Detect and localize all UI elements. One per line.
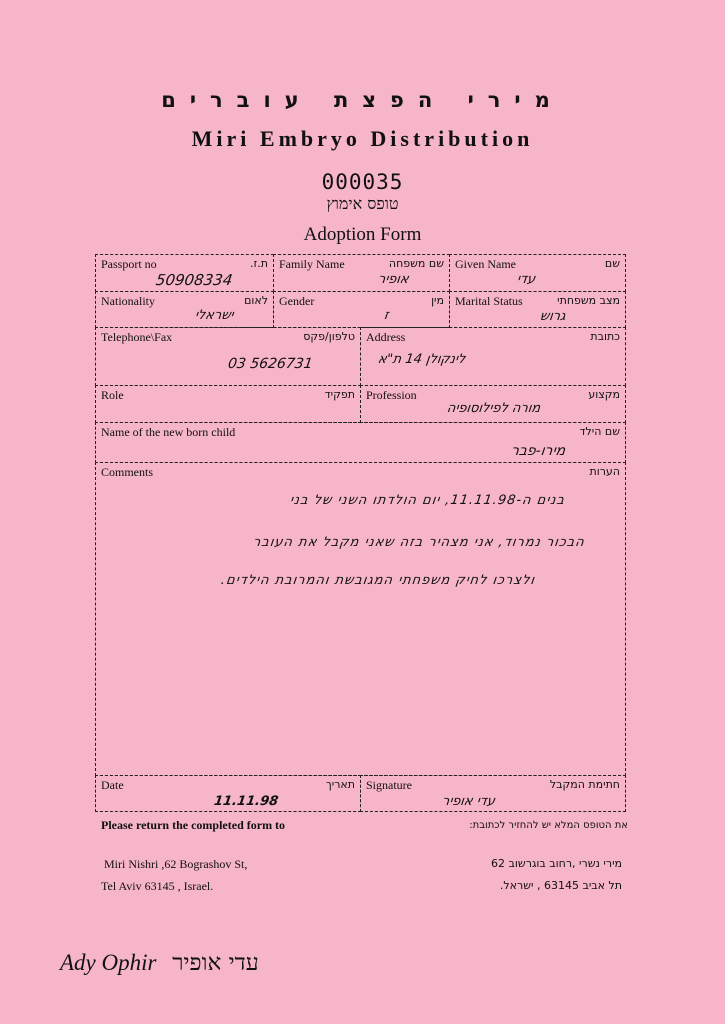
gender-label-he: מין <box>431 294 444 307</box>
address-en-line1: Miri Nishri ,62 Bograshov St, <box>104 857 248 871</box>
marital-status-field[interactable] <box>449 291 626 328</box>
address-en-line2: Tel Aviv 63145 , Israel. <box>101 879 214 893</box>
date-value: 11.11.98 <box>212 794 280 809</box>
address-value: לינקולן 14 ת"א <box>376 352 467 367</box>
given-name-label: Given Name <box>455 257 516 271</box>
artist-signature-english: Ady Ophir <box>60 950 157 975</box>
telephone-label-he: טלפון/פקס <box>303 330 355 343</box>
family-name-label: Family Name <box>279 257 345 271</box>
hebrew-title: מירי הפצת עוברים <box>161 88 564 112</box>
comments-field[interactable] <box>95 462 626 776</box>
profession-label: Profession <box>366 388 417 402</box>
address-label-he: כתובת <box>590 330 620 343</box>
signature-field[interactable] <box>360 775 626 812</box>
comments-label-he: הערות <box>589 465 620 478</box>
passport-label-he: ת.ז. <box>249 257 268 270</box>
signature-label-he: חתימת המקבל <box>549 778 620 791</box>
given-name-field[interactable] <box>449 254 626 292</box>
passport-label: Passport no <box>101 257 157 271</box>
passport-field[interactable] <box>95 254 274 292</box>
family-name-field[interactable] <box>273 254 450 292</box>
telephone-field[interactable] <box>95 327 361 386</box>
english-title: Miri Embryo Distribution <box>191 126 534 151</box>
nationality-label: Nationality <box>101 294 155 308</box>
gender-value: ז <box>383 308 391 323</box>
telephone-label: Telephone\Fax <box>101 330 173 344</box>
gender-field[interactable] <box>273 291 450 328</box>
address-label: Address <box>366 330 406 344</box>
passport-value: 50908334 <box>154 271 234 289</box>
role-label-he: תפקיד <box>324 388 355 401</box>
child-name-field[interactable] <box>95 422 626 463</box>
marital-status-label-he: מצב משפחתי <box>557 294 620 307</box>
role-field[interactable] <box>95 385 361 423</box>
family-name-value: אופיר <box>377 272 411 287</box>
comment-line: בנים ה-11.11.98, יום הולדתו השני של בני <box>288 493 567 508</box>
signature-value: עדי אופיר <box>441 794 497 809</box>
child-name-label: Name of the new born child <box>101 425 236 439</box>
date-label: Date <box>101 778 124 792</box>
adoption-form <box>95 254 626 812</box>
date-field[interactable] <box>95 775 361 812</box>
return-note: Please return the completed form to <box>101 818 286 832</box>
artist-signature-hebrew: עדי אופיר <box>172 950 259 976</box>
child-name-label-he: שם הילד <box>579 425 620 438</box>
nationality-field[interactable] <box>95 291 274 328</box>
return-note-he: את הטופס המלא יש להחזיר לכתובת: <box>469 820 628 831</box>
profession-value: מורה לפילוסופיה <box>445 401 542 416</box>
child-name-value: מירו-פבר <box>509 443 567 459</box>
family-name-label-he: שם משפחה <box>388 257 444 270</box>
given-name-label-he: שם <box>604 257 620 270</box>
address-field[interactable] <box>360 327 626 386</box>
nationality-label-he: לאום <box>244 294 268 307</box>
nationality-value: ישראלי <box>193 308 235 323</box>
date-label-he: תאריך <box>325 778 355 791</box>
given-name-value: עדי <box>515 272 537 287</box>
address-he-line1: מירי נשרי ,רחוב בוגרשוב 62 <box>491 857 622 870</box>
telephone-value: 03 5626731 <box>226 356 314 372</box>
comment-line: ולצרכו לחיק משפחתי המגובשת והמרובת הילדים. <box>219 573 537 588</box>
form-title-english: Adoption Form <box>303 224 422 245</box>
marital-status-value: גרוש <box>538 309 567 324</box>
form-title-hebrew: טופס אימוץ <box>326 194 399 213</box>
marital-status-label: Marital Status <box>455 294 523 308</box>
comment-line: הבכור נמרוד, אני מצהיר בזה שאני מקבל את העובר <box>252 535 587 550</box>
serial-number: 000035 <box>321 170 404 194</box>
artist-signature <box>60 950 259 976</box>
address-he-line2: תל אביב 63145 , ישראל. <box>499 879 622 892</box>
role-label: Role <box>101 388 124 402</box>
profession-field[interactable] <box>360 385 626 423</box>
profession-label-he: מקצוע <box>588 388 620 401</box>
comments-label: Comments <box>101 465 154 479</box>
gender-label: Gender <box>279 294 315 308</box>
signature-label: Signature <box>366 778 412 792</box>
